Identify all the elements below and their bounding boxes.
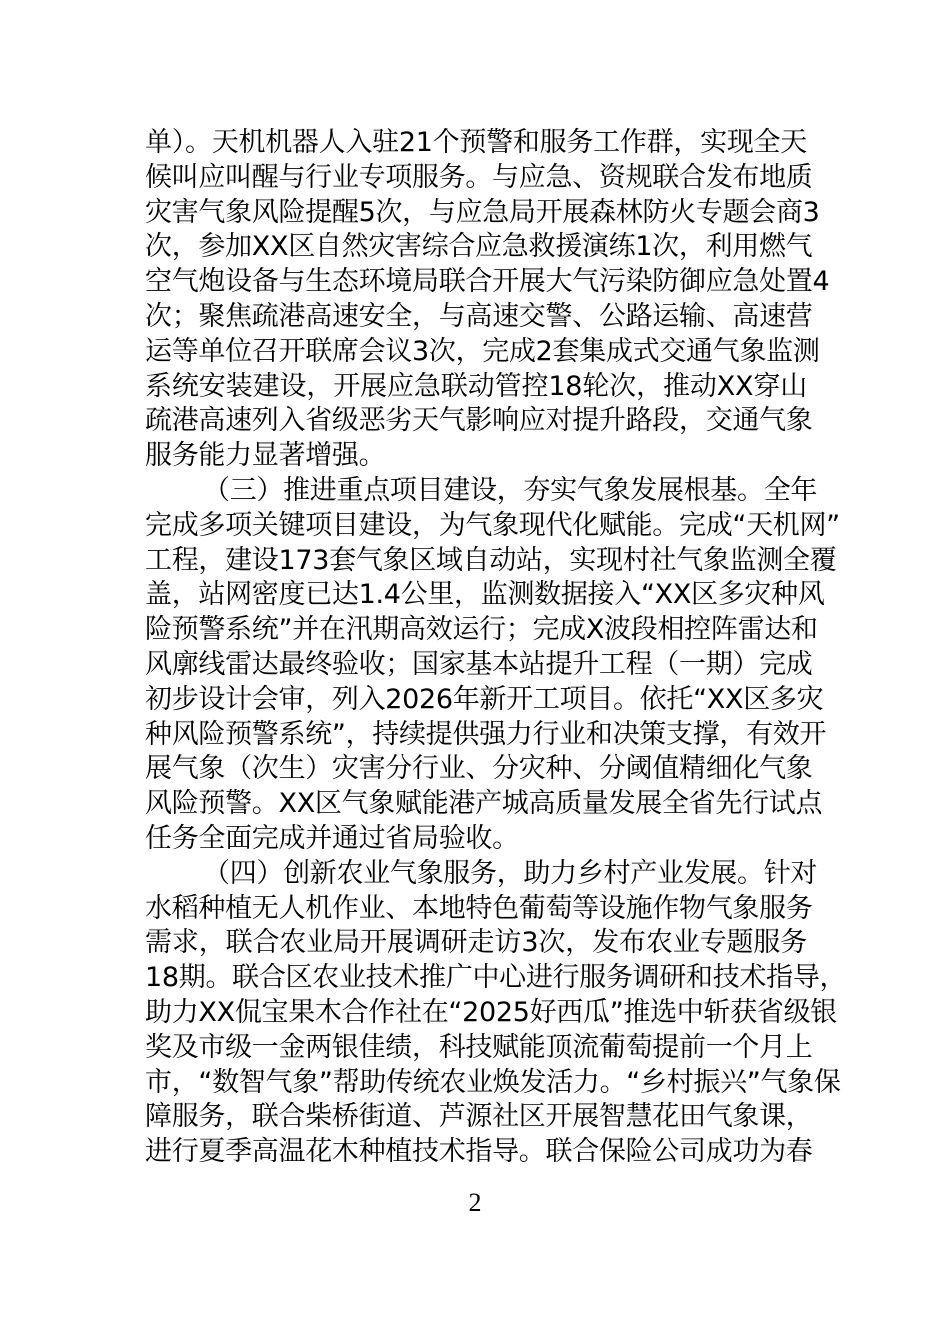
- text-line: 市，“数智气象”帮助传统农业焕发活力。“乡村振兴”气象保: [145, 1066, 841, 1098]
- paragraph: [145, 857, 847, 1170]
- text-line: 单）。天机机器人入驻21个预警和服务工作群，实现全天: [145, 127, 807, 158]
- text-line: 次；聚焦疏港高速安全，与高速交警、公路运输、高速营: [145, 300, 813, 332]
- page-number: 2: [468, 1188, 482, 1217]
- text-line: 风险预警。XX区气象赋能港产城高质量发展全省先行试点: [145, 788, 823, 820]
- text-line: 疏港高速列入省级恶劣天气影响应对提升路段，交通气象: [145, 405, 813, 437]
- text-line: 18期。联合区农业技术推广中心进行服务调研和技术指导，: [145, 962, 847, 994]
- text-line: 工程，建设173套气象区域自动站，实现村社气象监测全覆: [145, 544, 837, 576]
- text-line: 完成多项关键项目建设，为气象现代化赋能。完成“天机网”: [145, 509, 840, 541]
- text-line: 服务能力显著增强。: [145, 440, 386, 472]
- text-line: 灾害气象风险提醒5次，与应急局开展森林防火专题会商3: [145, 196, 820, 228]
- text-line: 助力XX侃宝果木合作社在“2025好西瓜”推选中斩获省级银: [145, 996, 837, 1028]
- text-line: 候叫应叫醒与行业专项服务。与应急、资规联合发布地质: [145, 161, 813, 193]
- text-line: 进行夏季高温花木种植技术指导。联合保险公司成功为春: [145, 1136, 813, 1168]
- text-line: 次，参加XX区自然灾害综合应急救援演练1次，利用燃气: [145, 231, 813, 263]
- text-line: 展气象（次生）灾害分行业、分灾种、分阈值精细化气象: [145, 753, 813, 785]
- paragraph: [145, 474, 840, 857]
- paragraph: [145, 126, 830, 474]
- text-line: 奖及市级一金两银佳绩，科技赋能顶流葡萄提前一个月上: [145, 1031, 813, 1063]
- text-line: 空气炮设备与生态环境局联合开展大气污染防御应急处置4: [145, 266, 830, 298]
- text-line: 种风险预警系统”，持续提供强力行业和决策支撑，有效开: [145, 718, 827, 750]
- text-line: 险预警系统”并在汛期高效运行；完成X波段相控阵雷达和: [145, 614, 818, 646]
- text-line: （三）推进重点项目建设，夯实气象发展根基。全年: [203, 474, 818, 506]
- text-line: 初步设计会审，列入2026年新开工项目。依托“XX区多灾: [145, 683, 824, 715]
- text-line: 盖，站网密度已达1.4公里，监测数据接入“XX区多灾种风: [145, 579, 825, 611]
- document-body: [145, 126, 847, 1170]
- text-line: 风廓线雷达最终验收；国家基本站提升工程（一期）完成: [145, 648, 813, 680]
- text-line: 障服务，联合柴桥街道、芦源社区开展智慧花田气象课，: [145, 1101, 813, 1133]
- text-line: 需求，联合农业局开展调研走访3次，发布农业专题服务: [145, 927, 807, 959]
- text-line: （四）创新农业气象服务，助力乡村产业发展。针对: [203, 857, 818, 889]
- text-line: 运等单位召开联席会议3次，完成2套集成式交通气象监测: [145, 335, 820, 367]
- text-line: 水稻种植无人机作业、本地特色葡萄等设施作物气象服务: [145, 892, 813, 924]
- text-line: 任务全面完成并通过省局验收。: [145, 822, 519, 854]
- text-line: 系统安装建设，开展应急联动管控18轮次，推动XX穿山: [145, 370, 807, 402]
